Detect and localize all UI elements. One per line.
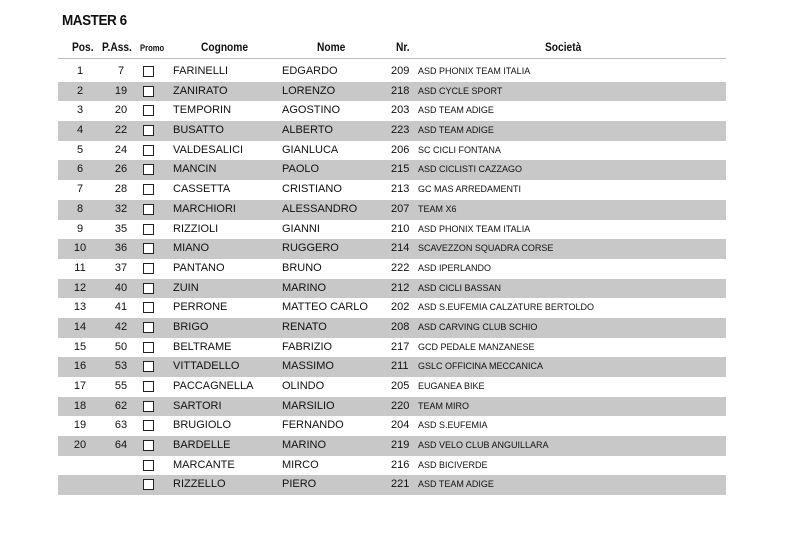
surname-cell: BUSATTO [173,124,224,137]
table-row [58,259,726,279]
surname-cell: MARCANTE [173,458,235,471]
surname-cell: MANCIN [173,163,217,176]
number-cell: 223 [391,124,410,137]
name-cell: RENATO [282,320,327,333]
team-cell: ASD CICLISTI CAZZAGO [418,164,523,175]
name-cell: OLINDO [282,380,325,392]
name-cell: PIERO [282,478,317,491]
header-societa: Società [545,40,582,54]
surname-cell: PANTANO [173,261,225,274]
table-row [58,239,726,259]
number-cell: 202 [391,301,410,314]
p-ass-cell: 28 [114,183,128,196]
table-row [58,475,726,495]
position-cell: 10 [73,242,87,255]
promo-checkbox[interactable] [143,302,154,313]
p-ass-cell: 26 [114,163,128,176]
p-ass-cell: 53 [114,360,128,373]
promo-checkbox[interactable] [143,66,154,77]
team-cell: TEAM MIRO [418,400,469,411]
surname-cell: VALDESALICI [173,143,244,156]
number-cell: 219 [391,439,410,452]
p-ass-cell: 55 [114,380,128,392]
table-row [58,298,726,318]
promo-checkbox[interactable] [143,184,154,195]
promo-checkbox[interactable] [143,361,154,372]
surname-cell: PERRONE [173,301,228,314]
table-row [58,318,726,338]
p-ass-cell: 63 [114,419,128,432]
p-ass-cell: 64 [114,439,128,452]
team-cell: GCD PEDALE MANZANESE [418,341,535,352]
team-cell: ASD TEAM ADIGE [418,479,494,490]
promo-checkbox[interactable] [143,263,154,274]
position-cell: 17 [73,380,87,392]
surname-cell: MARCHIORI [173,202,236,215]
name-cell: BRUNO [282,261,322,274]
header-promo: Promo [140,43,165,53]
header-pass: P.Ass. [102,40,132,54]
table-row [58,220,726,240]
table-row [58,160,726,180]
surname-cell: SARTORI [173,399,222,412]
p-ass-cell: 35 [114,222,128,235]
position-cell: 13 [73,301,87,314]
position-cell: 19 [73,419,87,432]
team-cell: ASD CICLI BASSAN [418,282,502,293]
surname-cell: TEMPORIN [173,104,232,117]
surname-cell: BELTRAME [173,340,232,353]
header-nome: Nome [317,40,346,54]
surname-cell: BARDELLE [173,439,231,452]
name-cell: PAOLO [282,163,320,176]
name-cell: RUGGERO [282,242,339,255]
p-ass-cell: 36 [114,242,128,255]
number-cell: 207 [391,202,410,215]
number-cell: 221 [391,478,410,491]
number-cell: 213 [391,183,410,196]
team-cell: TEAM X6 [418,203,457,214]
name-cell: FERNANDO [282,419,344,432]
promo-checkbox[interactable] [143,283,154,294]
p-ass-cell: 62 [114,399,128,412]
name-cell: ALBERTO [282,124,333,137]
team-cell: ASD IPERLANDO [418,262,492,273]
promo-checkbox[interactable] [143,105,154,116]
surname-cell: ZUIN [173,281,199,294]
number-cell: 212 [391,281,410,294]
team-cell: SC CICLI FONTANA [418,144,501,155]
promo-checkbox[interactable] [143,125,154,136]
number-cell: 205 [391,380,410,392]
promo-checkbox[interactable] [143,420,154,431]
position-cell: 18 [73,399,87,412]
promo-checkbox[interactable] [143,243,154,254]
promo-checkbox[interactable] [143,342,154,353]
number-cell: 215 [391,163,410,176]
name-cell: MATTEO CARLO [282,301,368,314]
promo-checkbox[interactable] [143,86,154,97]
position-cell: 9 [76,222,84,235]
position-cell: 15 [73,340,87,353]
position-cell: 1 [76,65,84,77]
number-cell: 210 [391,222,410,235]
p-ass-cell: 20 [114,104,128,117]
p-ass-cell: 32 [114,202,128,215]
table-row [58,436,726,456]
number-cell: 220 [391,399,410,412]
number-cell: 208 [391,320,410,333]
team-cell: ASD VELO CLUB ANGUILLARA [418,440,549,451]
table-row [58,357,726,377]
header-cognome: Cognome [201,40,249,54]
promo-checkbox[interactable] [143,440,154,451]
number-cell: 211 [391,360,409,373]
promo-checkbox[interactable] [143,479,154,490]
team-cell: ASD TEAM ADIGE [418,125,494,136]
promo-checkbox[interactable] [143,204,154,215]
position-cell: 4 [76,124,84,137]
team-cell: GSLC OFFICINA MECCANICA [418,361,544,372]
table-row [58,377,726,397]
name-cell: MARINO [282,439,326,452]
name-cell: MASSIMO [282,360,334,373]
team-cell: ASD PHONIX TEAM ITALIA [418,66,531,76]
surname-cell: RIZZIOLI [173,222,219,235]
name-cell: GIANNI [282,222,320,235]
name-cell: MIRCO [282,458,319,471]
name-cell: LORENZO [282,84,336,97]
promo-checkbox[interactable] [143,322,154,333]
name-cell: ALESSANDRO [282,202,358,215]
table-row [58,121,726,141]
promo-checkbox[interactable] [143,381,154,392]
name-cell: AGOSTINO [282,104,341,117]
surname-cell: CASSETTA [173,183,231,196]
surname-cell: BRIGO [173,320,209,333]
table-row [58,141,726,161]
team-cell: ASD S.EUFEMIA [418,420,488,431]
team-cell: SCAVEZZON SQUADRA CORSE [418,243,554,254]
p-ass-cell: 50 [114,340,128,353]
table-row [58,62,726,82]
position-cell: 11 [74,261,86,274]
p-ass-cell: 42 [114,320,128,333]
promo-checkbox[interactable] [143,145,154,156]
team-cell: ASD PHONIX TEAM ITALIA [418,223,531,234]
name-cell: FABRIZIO [282,340,333,353]
header-divider [58,58,726,59]
surname-cell: MIANO [173,242,210,255]
number-cell: 203 [391,104,410,117]
name-cell: GIANLUCA [282,143,339,156]
team-cell: ASD CYCLE SPORT [418,85,503,96]
table-row [58,82,726,102]
team-cell: ASD BICIVERDE [418,459,488,470]
number-cell: 209 [391,65,410,77]
header-pos: Pos. [72,40,94,54]
number-cell: 214 [391,242,410,255]
table-row [58,101,726,121]
table-row [58,397,726,417]
name-cell: EDGARDO [282,65,338,77]
promo-checkbox[interactable] [143,164,154,175]
p-ass-cell: 19 [114,84,128,97]
promo-checkbox[interactable] [143,401,154,412]
position-cell: 6 [76,163,84,176]
p-ass-cell: 22 [114,124,128,137]
team-cell: EUGANEA BIKE [418,381,485,391]
page-title: MASTER 6 [62,12,127,29]
number-cell: 218 [391,84,410,97]
surname-cell: FARINELLI [173,65,229,77]
surname-cell: PACCAGNELLA [173,380,254,392]
name-cell: MARINO [282,281,326,294]
promo-checkbox[interactable] [143,460,154,471]
p-ass-cell: 7 [117,65,125,77]
position-cell: 3 [76,104,84,117]
header-nr: Nr. [396,40,410,54]
position-cell: 12 [73,281,87,294]
surname-cell: BRUGIOLO [173,419,232,432]
position-cell: 8 [76,202,84,215]
table-row [58,180,726,200]
position-cell: 20 [73,439,87,452]
team-cell: GC MAS ARREDAMENTI [418,184,522,195]
position-cell: 2 [76,84,84,97]
p-ass-cell: 40 [114,281,128,294]
position-cell: 5 [76,143,84,156]
table-row [58,456,726,476]
table-row [58,416,726,436]
p-ass-cell: 37 [114,261,128,274]
number-cell: 217 [391,340,410,353]
number-cell: 206 [391,143,410,156]
number-cell: 204 [391,419,410,432]
team-cell: ASD TEAM ADIGE [418,105,494,116]
table-row [58,338,726,358]
team-cell: ASD S.EUFEMIA CALZATURE BERTOLDO [418,302,595,313]
team-cell: ASD CARVING CLUB SCHIO [418,321,538,332]
position-cell: 14 [73,320,87,333]
table-header [58,40,726,58]
surname-cell: VITTADELLO [173,360,240,373]
results-table [58,62,726,495]
promo-checkbox[interactable] [143,224,154,235]
number-cell: 222 [391,261,410,274]
surname-cell: ZANIRATO [173,84,228,97]
name-cell: MARSILIO [282,399,335,412]
surname-cell: RIZZELLO [173,478,226,491]
number-cell: 216 [391,458,410,471]
table-row [58,200,726,220]
name-cell: CRISTIANO [282,183,342,196]
table-row [58,279,726,299]
p-ass-cell: 24 [114,143,128,156]
position-cell: 7 [76,183,84,196]
position-cell: 16 [73,360,87,373]
p-ass-cell: 41 [114,301,128,314]
